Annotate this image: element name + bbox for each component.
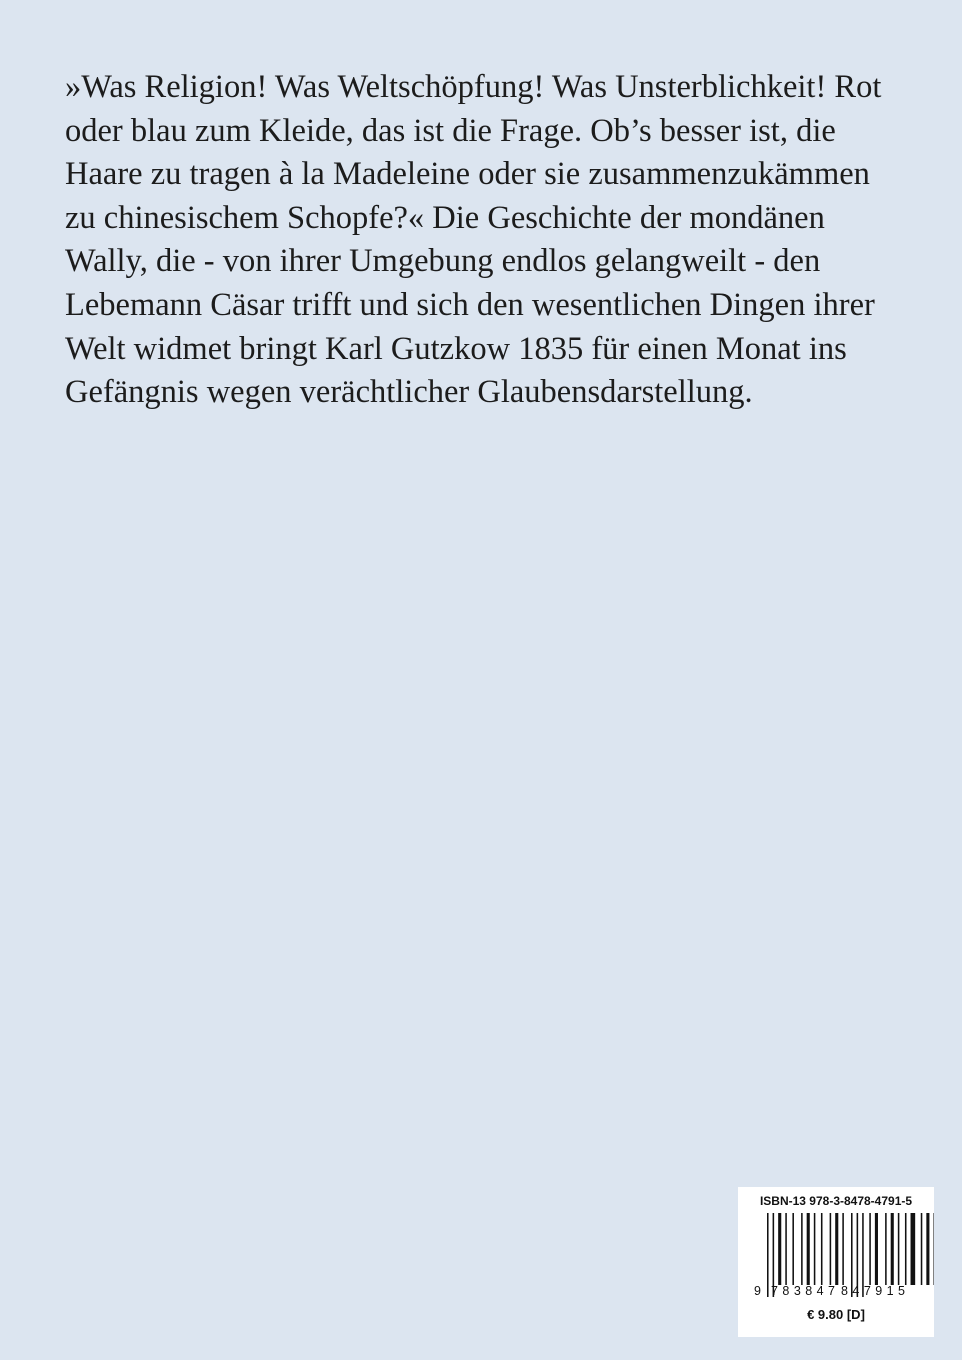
barcode-bar	[891, 1213, 894, 1285]
barcode-digits-right: 847915	[841, 1284, 905, 1298]
barcode-bar	[821, 1213, 823, 1285]
barcode-bar	[905, 1213, 907, 1285]
barcode-bar	[835, 1213, 838, 1285]
barcode-digits-left: 783847	[771, 1284, 835, 1298]
isbn-barcode-box	[738, 1187, 934, 1337]
barcode-bar	[885, 1213, 887, 1285]
blurb-line: Lebemann Cäsar trifft und sich den wesentlichen Dingen ihrer	[65, 286, 875, 323]
barcode-bar	[807, 1213, 810, 1285]
barcode-bar	[814, 1213, 816, 1285]
barcode-bar	[830, 1213, 832, 1285]
barcode-bar	[778, 1213, 781, 1285]
barcode-bar	[767, 1213, 769, 1297]
barcode-bar	[792, 1213, 794, 1285]
barcode-bar	[926, 1213, 929, 1285]
barcode-bar	[875, 1213, 878, 1285]
barcode-bar	[785, 1213, 787, 1285]
back-cover-blurb	[65, 66, 935, 415]
barcode-digit-first: 9	[754, 1284, 761, 1298]
barcode-bar	[898, 1213, 900, 1285]
isbn-label: ISBN-13 978-3-8478-4791-5	[759, 1194, 913, 1208]
barcode-bars	[767, 1213, 934, 1297]
blurb-line: »Was Religion! Was Weltschöpfung! Was Unsterblichkeit! Rot	[65, 69, 882, 105]
barcode-bar	[921, 1213, 923, 1285]
barcode-bar	[801, 1213, 803, 1285]
price-label: € 9.80 [D]	[807, 1307, 865, 1322]
barcode-bar	[842, 1213, 844, 1285]
blurb-line: oder blau zum Kleide, das ist die Frage. Ob’s besser ist, die	[65, 112, 836, 149]
barcode-bar	[911, 1213, 916, 1285]
barcode-bar	[869, 1213, 871, 1285]
barcode-bar	[933, 1213, 934, 1285]
blurb-line: zu chinesischem Schopfe?« Die Geschichte der mondänen	[65, 199, 825, 236]
blurb-line: Gefängnis wegen verächtlicher Glaubensdarstellung.	[65, 374, 753, 411]
blurb-line: Haare zu tragen à la Madeleine oder sie zusammenzukämmen	[65, 156, 870, 193]
blurb-line: Welt widmet bringt Karl Gutzkow 1835 für einen Monat ins	[65, 330, 847, 367]
blurb-line: Wally, die - von ihrer Umgebung endlos gelangweilt - den	[65, 243, 821, 280]
